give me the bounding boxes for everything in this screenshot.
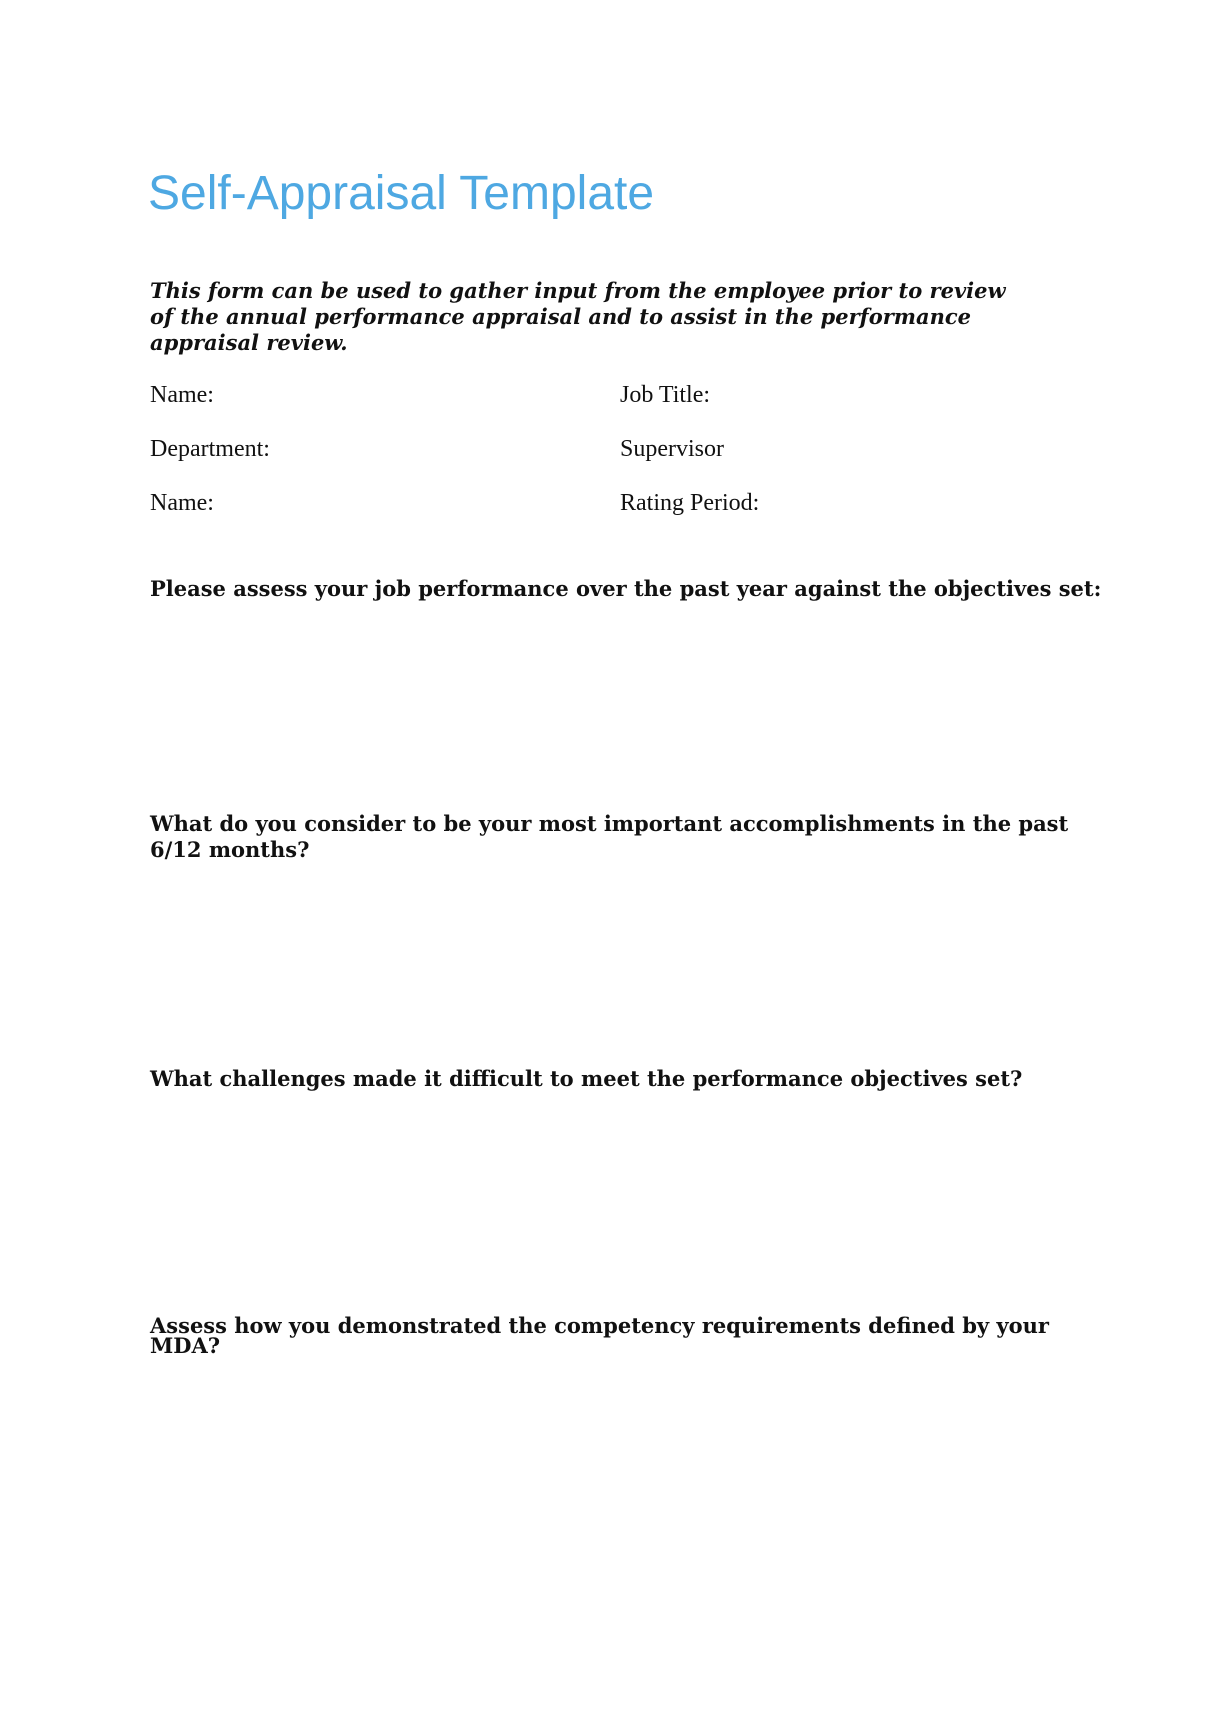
field-department-label: Department:: [150, 436, 270, 462]
field-supervisor-name-label: Name:: [150, 490, 214, 516]
question-objectives: Please assess your job performance over the past year against the objectives set:: [150, 576, 1102, 601]
question-accomplishments: What do you consider to be your most important accomplishments in the past 6/12 months?: [150, 811, 1069, 862]
field-supervisor-label: Supervisor: [620, 436, 724, 462]
field-name-label: Name:: [150, 382, 214, 408]
question-competency: Assess how you demonstrated the competency requirements defined by your MDA?: [150, 1313, 1049, 1358]
question-challenges: What challenges made it difficult to meet the performance objectives set?: [150, 1066, 1023, 1091]
document-title: Self-Appraisal Template: [148, 167, 655, 220]
intro-paragraph: This form can be used to gather input from the employee prior to review of the annual performance appraisal and to assist in the performance appraisal review.: [150, 278, 1006, 355]
field-job-title-label: Job Title:: [620, 382, 711, 408]
field-rating-period-label: Rating Period:: [620, 490, 760, 516]
